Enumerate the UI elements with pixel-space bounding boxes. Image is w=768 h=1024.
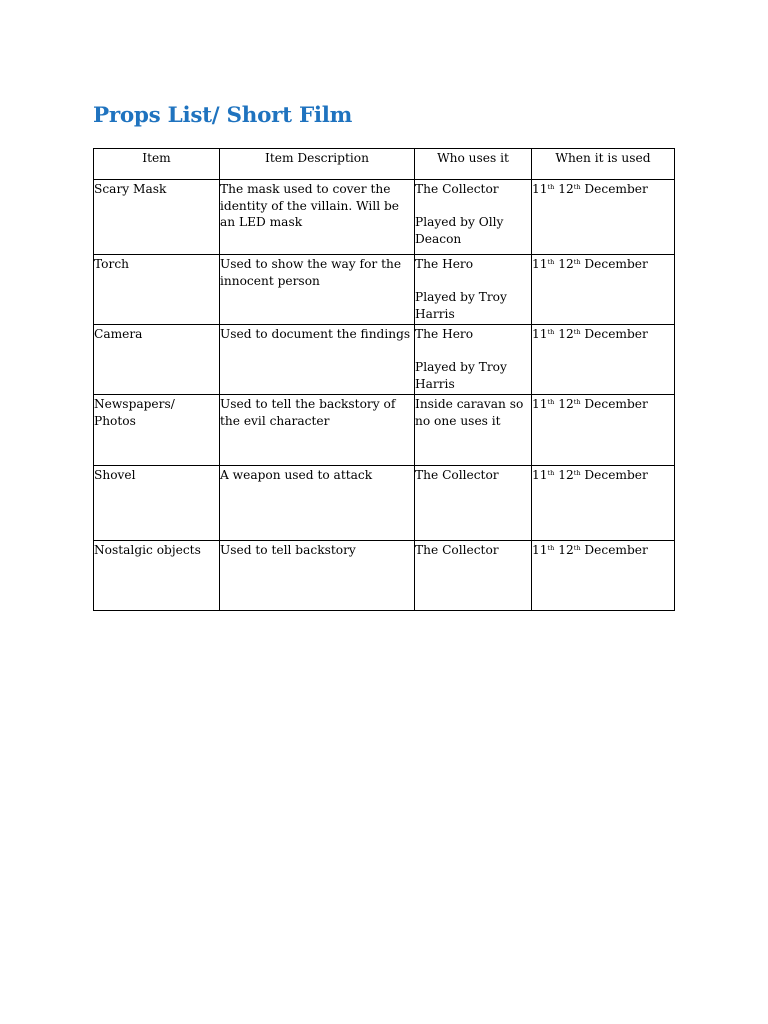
when-cell: 11th 12th December — [532, 466, 675, 541]
header-who-uses-it: Who uses it — [415, 149, 532, 180]
who-cell: Inside caravan so no one uses it — [415, 395, 532, 466]
item-cell: Nostalgic objects — [94, 541, 220, 611]
description-cell: Used to tell backstory — [220, 541, 415, 611]
item-cell: Scary Mask — [94, 180, 220, 255]
who-cell: The Hero Played by Troy Harris — [415, 255, 532, 325]
page-title: Props List/ Short Film — [93, 103, 353, 128]
header-item-description: Item Description — [220, 149, 415, 180]
description-cell: The mask used to cover the identity of the villain. Will be an LED mask — [220, 180, 415, 255]
table-row — [94, 395, 675, 466]
header-item: Item — [94, 149, 220, 180]
who-cell: The Collector — [415, 541, 532, 611]
table-row — [94, 255, 675, 325]
when-cell: 11th 12th December — [532, 395, 675, 466]
when-cell: 11th 12th December — [532, 541, 675, 611]
description-cell: Used to document the findings — [220, 325, 415, 395]
description-cell: A weapon used to attack — [220, 466, 415, 541]
header-when-it-is-used: When it is used — [532, 149, 675, 180]
item-cell: Shovel — [94, 466, 220, 541]
who-cell: The Hero Played by Troy Harris — [415, 325, 532, 395]
description-cell: Used to show the way for the innocent person — [220, 255, 415, 325]
when-cell: 11th 12th December — [532, 180, 675, 255]
description-cell: Used to tell the backstory of the evil character — [220, 395, 415, 466]
table-row — [94, 325, 675, 395]
table-header-row — [94, 149, 675, 180]
item-cell: Torch — [94, 255, 220, 325]
who-cell: The Collector — [415, 466, 532, 541]
item-cell: Camera — [94, 325, 220, 395]
who-cell: The Collector Played by Olly Deacon — [415, 180, 532, 255]
table-row — [94, 541, 675, 611]
when-cell: 11th 12th December — [532, 325, 675, 395]
props-table — [93, 148, 675, 611]
table-row — [94, 466, 675, 541]
item-cell: Newspapers/ Photos — [94, 395, 220, 466]
when-cell: 11th 12th December — [532, 255, 675, 325]
table-row — [94, 180, 675, 255]
